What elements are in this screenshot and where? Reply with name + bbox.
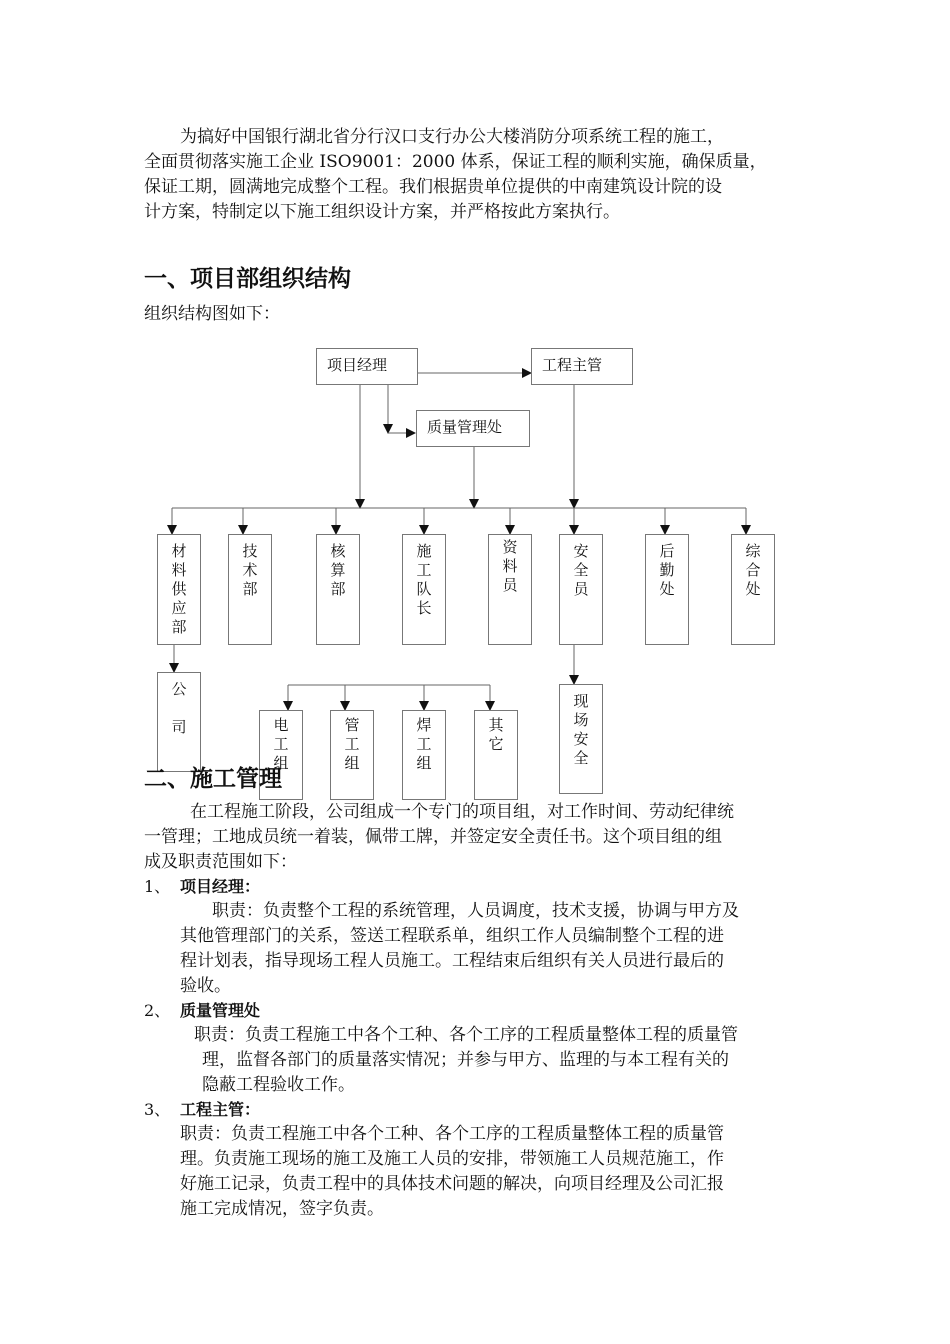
duty-line: 职责：负责整个工程的系统管理，人员调度，技术支援，协调与甲方及 (212, 901, 739, 921)
org-box-company: 公 司 (157, 672, 201, 772)
org-box-accounting-dept: 核 算 部 (316, 534, 360, 645)
duty-line: 理，监督各部门的质量落实情况；并参与甲方、监理的与本工程有关的 (202, 1050, 729, 1070)
org-box-electric-group: 电 工 组 (259, 710, 303, 800)
org-box-site-safety: 现 场 安 全 (559, 684, 603, 794)
org-label: 工程主管 (542, 356, 603, 374)
duty-line: 职责：负责工程施工中各个工种、各个工序的工程质量整体工程的质量管 (180, 1124, 724, 1144)
org-box-welding-group: 焊 工 组 (402, 710, 446, 800)
duty-line: 施工完成情况，签字负责。 (180, 1199, 384, 1219)
org-box-engineering-lead (531, 348, 633, 385)
org-box-documents-clerk: 资 料 员 (488, 534, 532, 645)
org-box-materials-dept: 材 料 供 应 部 (157, 534, 201, 645)
duty-line: 程计划表，指导现场工程人员施工。工程结束后组织有关人员进行最后的 (180, 951, 724, 971)
duty-item-heading (144, 999, 824, 1023)
intro-line: 计方案，特制定以下施工组织设计方案，并严格按此方案执行。 (144, 202, 620, 222)
intro-line: 保证工期，圆满地完成整个工程。我们根据贵单位提供的中南建筑设计院的设 (144, 177, 722, 197)
intro-line: 全面贯彻落实施工企业 ISO9001：2000 体系，保证工程的顺利实施，确保质量， (144, 152, 767, 172)
duty-item-label: 质量管理处 (180, 1001, 261, 1020)
duty-line: 隐蔽工程验收工作。 (202, 1075, 355, 1095)
duty-line: 职责：负责工程施工中各个工种、各个工序的工程质量整体工程的质量管 (194, 1025, 738, 1045)
org-box-other-group: 其 它 (474, 710, 518, 800)
section2-intro-line: 在工程施工阶段，公司组成一个专门的项目组，对工作时间、劳动纪律统 (190, 802, 734, 822)
duty-item-number: 2、 (144, 1001, 171, 1020)
section1-subtitle: 组织结构图如下： (144, 304, 280, 324)
duty-item-number: 1、 (144, 877, 171, 896)
intro-line: 为搞好中国银行湖北省分行汉口支行办公大楼消防分项系统工程的施工， (180, 127, 724, 147)
org-box-quality-office (416, 410, 530, 447)
org-label: 质量管理处 (427, 418, 503, 436)
org-box-logistics: 后 勤 处 (645, 534, 689, 645)
duty-item-label: 工程主管： (180, 1100, 261, 1119)
org-box-tech-dept: 技 术 部 (228, 534, 272, 645)
section2-intro-line: 成及职责范围如下： (144, 852, 297, 872)
duty-item-heading (144, 1098, 824, 1122)
duty-line: 理。负责施工现场的施工及施工人员的安排，带领施工人员规范施工，作 (180, 1149, 724, 1169)
org-box-safety-officer: 安 全 员 (559, 534, 603, 645)
duty-line: 好施工记录，负责工程中的具体技术问题的解决，向项目经理及公司汇报 (180, 1174, 724, 1194)
org-box-general-office: 综 合 处 (731, 534, 775, 645)
duty-line: 验收。 (180, 976, 231, 996)
duty-line: 其他管理部门的关系，签送工程联系单，组织工作人员编制整个工程的进 (180, 926, 724, 946)
org-box-pipe-group: 管 工 组 (330, 710, 374, 800)
section2-heading: 二、施工管理 (144, 766, 282, 792)
duty-item-heading (144, 875, 824, 899)
duty-item-number: 3、 (144, 1100, 171, 1119)
org-box-construction-captain: 施 工 队 长 (402, 534, 446, 645)
org-box-project-manager (316, 348, 418, 385)
section1-heading: 一、项目部组织结构 (144, 266, 351, 292)
org-label: 项目经理 (327, 356, 388, 374)
duty-item-label: 项目经理： (180, 877, 261, 896)
section2-intro-line: 一管理；工地成员统一着装，佩带工牌，并签定安全责任书。这个项目组的组 (144, 827, 722, 847)
